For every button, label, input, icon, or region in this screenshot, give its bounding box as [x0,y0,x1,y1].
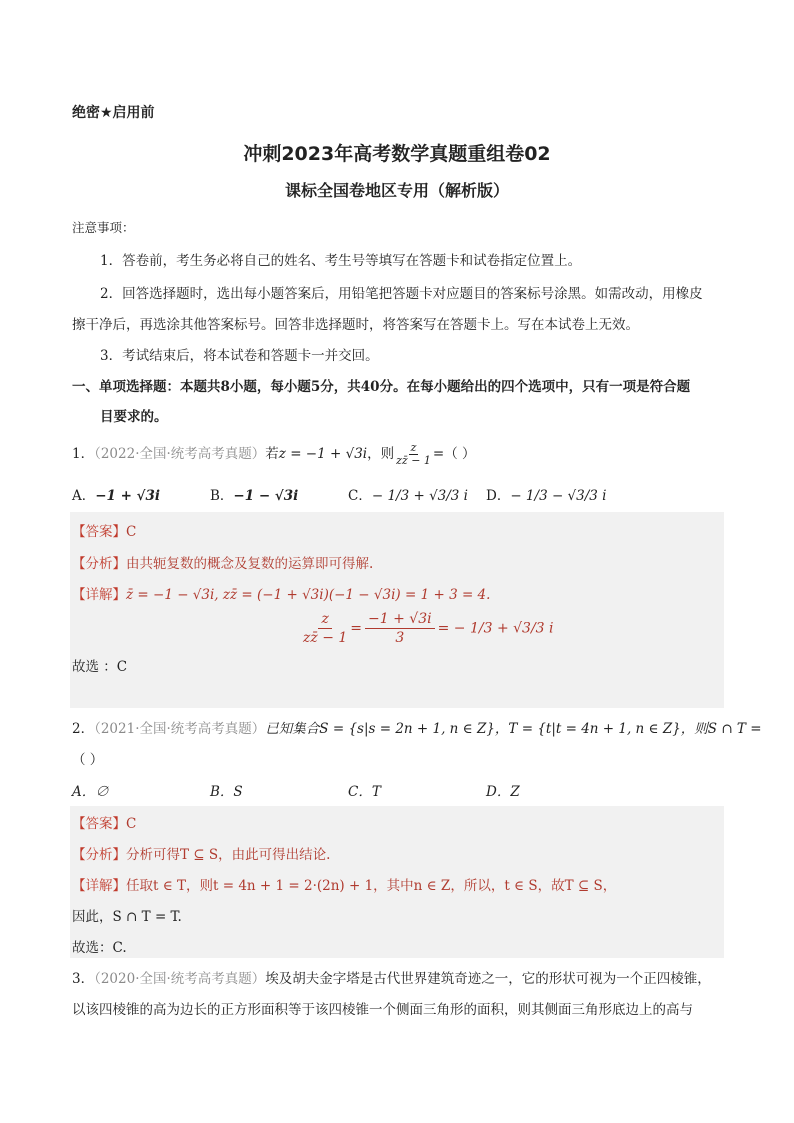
q2-option-b: B．S [210,784,243,800]
q2-answer-value: C [126,816,137,832]
q1-option-c-value: − 1/3 + √3/3 i [371,488,469,504]
q1-option-a-value: −1 + √3i [95,488,161,504]
q1-option-d-letter: D． [486,488,511,504]
q2-stem-line2: （ ） [72,752,104,768]
q1-option-a-letter: A． [72,488,96,504]
q3-line2: 以该四棱锥的高为边长的正方形面积等于该四棱锥一个侧面三角形的面积，则其侧面三角形底边上的高与 [72,1002,693,1018]
q3-number: 3． [72,971,95,987]
q1-stem-eq: z = −1 + √3i [278,446,368,463]
q1-detail-formula [300,610,554,647]
question-1-stem [72,442,476,467]
q1-stem-a: 若 [265,446,279,463]
q1-option-a [72,484,160,504]
notice-item-2a: 2．回答选择题时，选出每小题答案后，用铅笔把答题卡对应题目的答案标号涂黑。如需改动，用橡皮 [100,286,703,302]
q1-option-c-letter: C． [348,488,372,504]
q1-analysis [72,552,373,572]
q1-detail-eq: = [350,620,363,637]
q1-option-c [348,484,468,504]
q1-option-d-value: − 1/3 − √3/3 i [510,488,607,504]
q1-detail-frac2-num: −1 + √3i [365,610,435,629]
q2-detail-label: 【详解】 [72,878,126,894]
q1-detail [72,583,490,603]
q1-option-b-value: −1 − √3i [233,488,299,504]
q1-analysis-text: 由共轭复数的概念及复数的运算即可得解. [126,556,374,572]
q1-analysis-label: 【分析】 [72,556,126,572]
q1-stem-c: =（ ） [432,446,476,463]
notice-item-1: 1．答卷前，考生务必将自己的姓名、考生号等填写在答题卡和试卷指定位置上。 [100,253,582,269]
q2-option-d: D．Z [486,784,520,800]
q1-detail-line1: z̄ = −1 − √3i, zz̄ = (−1 + √3i)(−1 − √3i) = 1 + 3 = 4. [126,587,491,603]
section-heading-line1: 一、单项选择题：本题共8小题，每小题5分，共40分。在每小题给出的四个选项中，只有一项是符合题 [72,379,691,395]
question-3-stem [72,967,711,987]
q1-detail-frac2 [365,610,435,647]
q2-answer-label: 【答案】 [72,816,126,832]
q1-detail-label: 【详解】 [72,587,126,603]
q1-detail-result: = − 1/3 + √3/3 i [437,620,554,637]
page-title: 冲刺2023年高考数学真题重组卷02 [243,143,551,165]
section-heading-line2: 目要求的。 [100,409,168,425]
q2-option-a: A．∅ [72,784,109,800]
q2-pick: 故选：C. [72,940,127,956]
q1-option-b [210,484,298,504]
secret-label: 绝密★启用前 [72,105,155,121]
notice-item-3: 3．考试结束后，将本试卷和答题卡一并交回。 [100,348,379,364]
q2-analysis-label: 【分析】 [72,847,126,863]
q1-detail-frac1-den: zz̄ − 1 [303,630,348,647]
q1-detail-frac1 [303,610,347,647]
q2-analysis-text: 分析可得T ⊆ S，由此可得出结论. [126,847,331,863]
q2-detail [72,874,616,894]
q1-detail-frac1-num: z [318,610,331,629]
q1-detail-frac2-den: 3 [395,630,405,647]
q2-option-c: C．T [348,784,381,800]
q1-frac-den: zz̄ − 1 [396,454,431,468]
q2-number: 2． [72,721,95,737]
q1-number: 1． [72,446,95,463]
q2-detail-line1: 任取t ∈ T，则t = 4n + 1 = 2·(2n) + 1，其中n ∈ Z，所以，t ∈ S，故T ⊆ S， [126,878,617,894]
q2-detail-line2: 因此，S ∩ T = T. [72,909,182,925]
q2-answer [72,812,136,832]
page-subtitle: 课标全国卷地区专用（解析版） [284,181,509,200]
q3-source: （2020·全国·统考高考真题） [94,971,266,987]
q1-option-b-letter: B． [210,488,234,504]
q1-stem-frac [396,442,431,467]
q1-answer-label: 【答案】 [72,524,126,540]
notice-heading: 注意事项： [72,220,135,235]
q3-line1: 埃及胡夫金字塔是古代世界建筑奇迹之一，它的形状可视为一个正四棱锥， [265,971,711,987]
q1-frac-num: z [410,441,417,454]
q2-source: （2021·全国·统考高考真题） [94,721,266,737]
q2-stem-text: 已知集合S = {s|s = 2n + 1, n ∈ Z}，T = {t|t = 4n + 1, n ∈ Z}，则S ∩ T = [265,721,762,737]
question-2-stem [72,717,762,737]
q1-option-d [486,484,607,504]
q1-stem-b: ，则 [367,446,395,463]
q1-source: （2022·全国·统考高考真题） [94,446,266,463]
q1-answer-value: C [126,524,137,540]
q1-pick: 故选 ：C [72,659,128,675]
q1-answer [72,520,136,540]
q2-analysis [72,843,330,863]
notice-item-2b: 擦干净后，再选涂其他答案标号。回答非选择题时，将答案写在答题卡上。写在本试卷上无效。 [72,317,639,333]
